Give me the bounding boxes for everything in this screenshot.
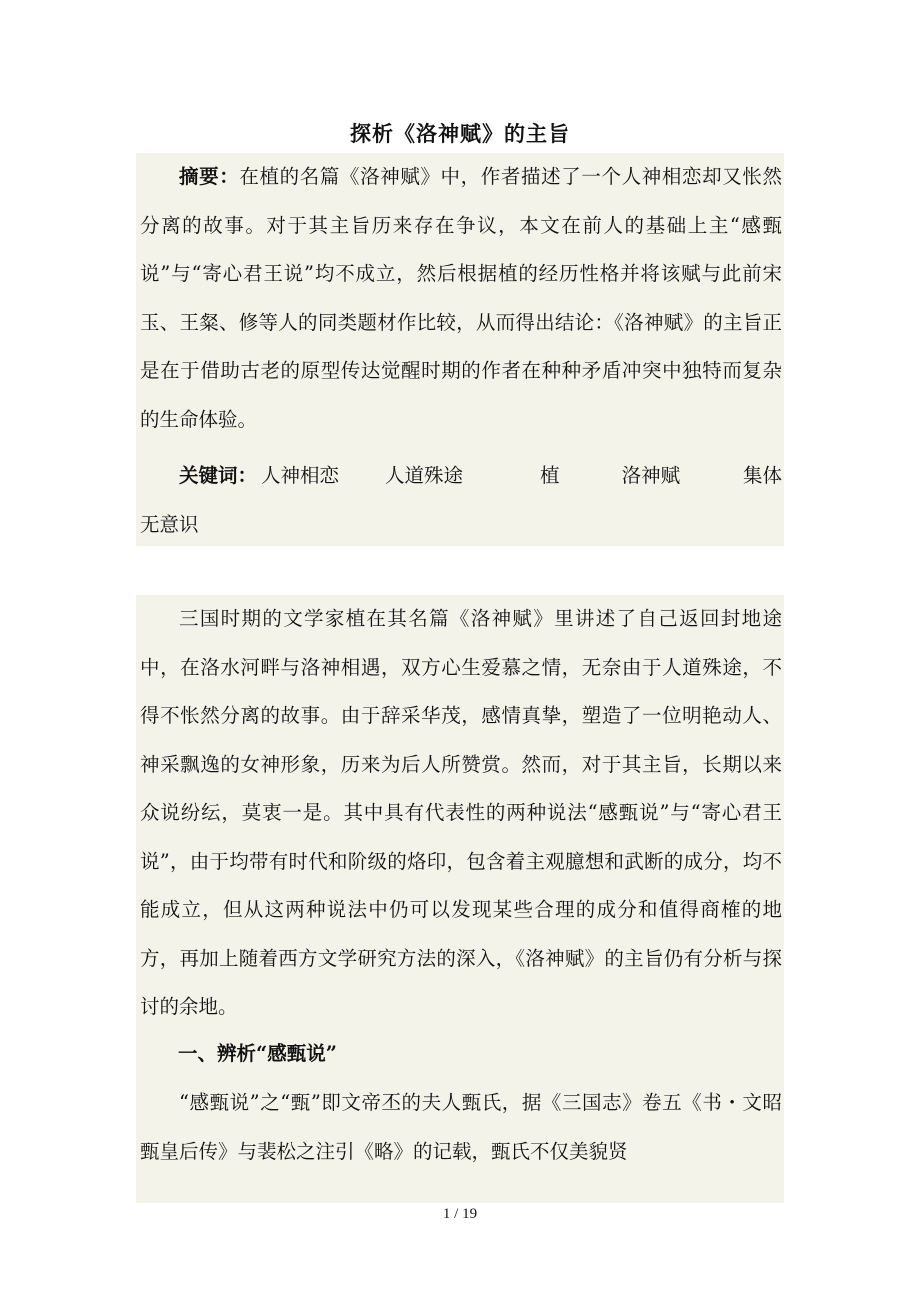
keyword-item: 人神相恋 — [261, 464, 340, 487]
keywords-continuation: 无意识 — [140, 512, 199, 536]
document-title: 探析《洛神赋》的主旨 — [350, 121, 570, 146]
keyword-item: 植 — [540, 464, 560, 487]
abstract-text: 在植的名篇《洛神赋》中，作者描述了一个人神相恋却又怅然分离的故事。对于其主旨历来存在争议，本文在前人的基础上主“感甄说”与“寄心君王说”均不成立，然后根据植的经历性格并将该赋与此前宋玉、王粲、修等人的同类题材作比较，从而得出结论：《洛神赋》的主旨正是在于借助古老的原型传达觉醒时期的作者在种种矛盾冲突中独特而复杂的生命体验。 — [140, 165, 782, 431]
section-paragraph: “感甄说”之“甄”即文帝丕的夫人甄氏，据《三国志》卷五《书・文昭甄皇后传》与裴松之注引《略》的记载，甄氏不仅美貌贤 — [140, 1091, 782, 1163]
keyword-item: 洛神赋 — [621, 464, 681, 487]
keyword-item: 人道殊途 — [385, 464, 464, 487]
keyword-item: 集体 — [742, 464, 782, 487]
body-paragraph: 三国时期的文学家植在其名篇《洛神赋》里讲述了自己返回封地途中，在洛水河畔与洛神相遇，双方心生爱慕之情，无奈由于人道殊途，不得不怅然分离的故事。由于辞采华茂，感情真挚，塑造了一位明艳动人、神采飘逸的女神形象，历来为后人所赞赏。然而，对于其主旨，长期以来众说纷纭，莫衷一是。其中具有代表性的两种说法“感甄说”与“寄心君王说”，由于均带有时代和阶级的烙印，包含着主观臆想和武断的成分，均不能成立，但从这两种说法中仍可以发现某些合理的成分和值得商榷的地方，再加上随着西方文学研究方法的深入，《洛神赋》的主旨仍有分析与探讨的余地。 — [140, 607, 782, 1018]
keywords-label: 关键词： — [179, 464, 258, 487]
keywords-block — [140, 452, 782, 549]
abstract-paragraph — [140, 153, 782, 444]
abstract-label: 摘要： — [179, 165, 240, 188]
keywords-row — [140, 452, 782, 501]
section-heading: 一、辨析“感甄说” — [178, 1042, 337, 1065]
page-number: 1 / 19 — [442, 1206, 478, 1222]
